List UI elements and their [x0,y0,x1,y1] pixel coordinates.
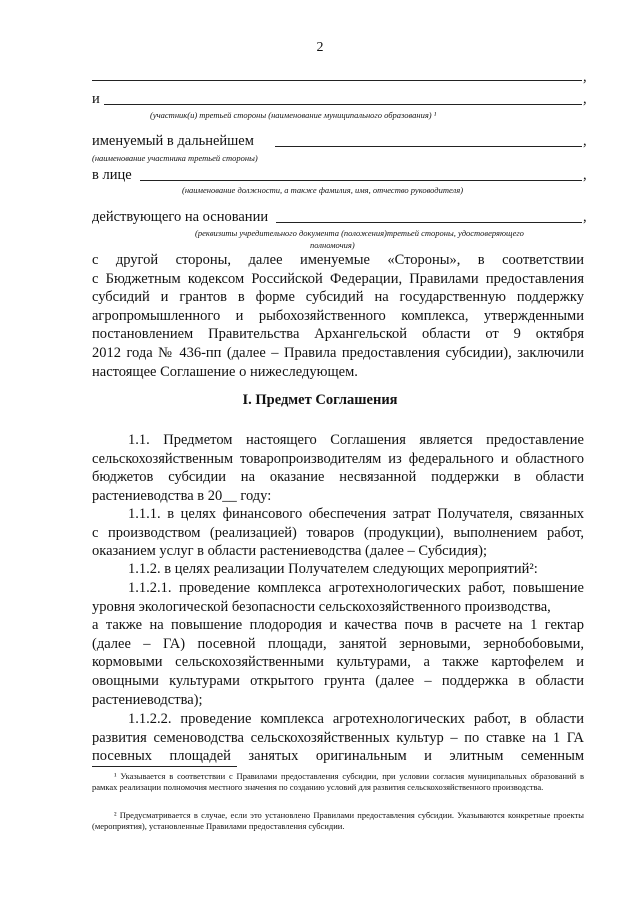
party-prefix: и [92,91,100,107]
blank-line-top [92,80,582,81]
clause-line: развития семеноводства сельскохозяйственных культур – по ставке на 1 ГА [92,729,584,746]
footnote-1: ¹ Указывается в соответствии с Правилами предоставления субсидии, при условии согласия муниципальных образований в рамках реализации полномочия местного значения по созданию условий для развития сельскохозяйственного производства. [92,771,584,792]
footnote-2: ² Предусматривается в случае, если это установлено Правилами предоставления субсидии. Указываются конкретные проекты (мероприятия), установленные Правилами предоставления субсидии. [92,810,584,831]
person-label: в лице [92,167,132,183]
clause-line: с производством (реализацией) товаров (продукции), выполнением работ, [92,524,584,541]
clause-line: (далее – ГА) посевной площади, занятой зерновыми, зернобобовыми, [92,635,584,652]
clause-line: растениеводства); [92,691,203,708]
clause-line: 1.1.2.2. проведение комплекса агротехнологических работ, в области [128,711,584,727]
named-suffix: , [583,133,587,149]
clause-line: бюджетов субсидии на оказание несвязанной поддержки в области [92,469,584,486]
basis-label: действующего на основании [92,209,269,225]
intro-line: настоящее Соглашение о нижеследующем. [92,363,358,380]
basis-caption-1: (реквизиты учредительного документа (положения)третьей стороны, удостоверяющего [195,228,524,238]
clause-line: овощными культурами открытого грунта (далее – поддержка в области [92,672,584,689]
named-label: именуемый в дальнейшем [92,133,254,149]
clause-1-1 [92,431,584,505]
clause-1-1-2-2 [92,710,584,766]
named-caption: (наименование участника третьей стороны) [92,153,258,163]
person-blank [140,180,582,181]
basis-suffix: , [583,209,587,225]
clause-1-1-2 [92,560,584,579]
section-title: I. Предмет Соглашения [242,392,398,408]
basis-blank [276,222,582,223]
clause-line: 1.1.2. в целях реализации Получателем следующих мероприятий²: [128,561,538,577]
named-blank [275,146,582,147]
intro-line: 2012 года № 436-пп (далее – Правила предоставления субсидии), заключили [92,344,584,361]
clause-1-1-1 [92,505,584,561]
intro-line: постановлением Правительства Архангельской области от 9 октября [92,326,584,343]
clause-line: 1.1.2.1. проведение комплекса агротехнологических работ, повышение [128,580,584,596]
party-suffix: , [583,91,587,107]
intro-line: с Бюджетным кодексом Российской Федерации, Правилами предоставления [92,270,584,287]
page-number: 2 [316,40,324,55]
clause-1-1-2-1 [92,579,584,709]
person-suffix: , [583,167,587,183]
clause-line: сельскохозяйственным товаропроизводителям из федерального и областного [92,450,584,467]
clause-line: оказанием услуг в области растениеводства (далее – Субсидия); [92,543,488,560]
intro-line: субсидий и грантов в форме субсидий на государственную поддержку [92,289,584,306]
party-caption: (участник(и) третьей стороны (наименование муниципального образования) ¹ [150,110,437,120]
basis-caption-2: полномочия) [310,240,355,250]
party-blank [104,104,582,105]
footnote-separator [92,766,237,767]
person-caption: (наименование должности, а также фамилия, имя, отчество руководителя) [182,185,464,195]
clause-line: кормовыми сельскохозяйственными культурами, а также картофелем и [92,654,584,671]
clause-line: 1.1.1. в целях финансового обеспечения затрат Получателя, связанных [128,506,584,522]
intro-line: агропромышленного и рыбохозяйственного комплекса, утвержденными [92,307,584,324]
clause-line: растениеводства в 20__ году: [92,487,272,504]
intro-paragraph [92,251,584,381]
intro-line: с другой стороны, далее именуемые «Стороны», в соответствии [92,252,584,268]
clause-line: 1.1. Предметом настоящего Соглашения является предоставление [128,432,584,448]
clause-line: уровня экологической безопасности сельскохозяйственного производства, [92,598,551,615]
blank-line-top-comma: , [583,69,587,85]
clause-line: посевных площадей занятых оригинальным и элитным семенным [92,748,584,765]
clause-line: а также на повышение плодородия и качества почв в расчете на 1 гектар [92,617,584,634]
